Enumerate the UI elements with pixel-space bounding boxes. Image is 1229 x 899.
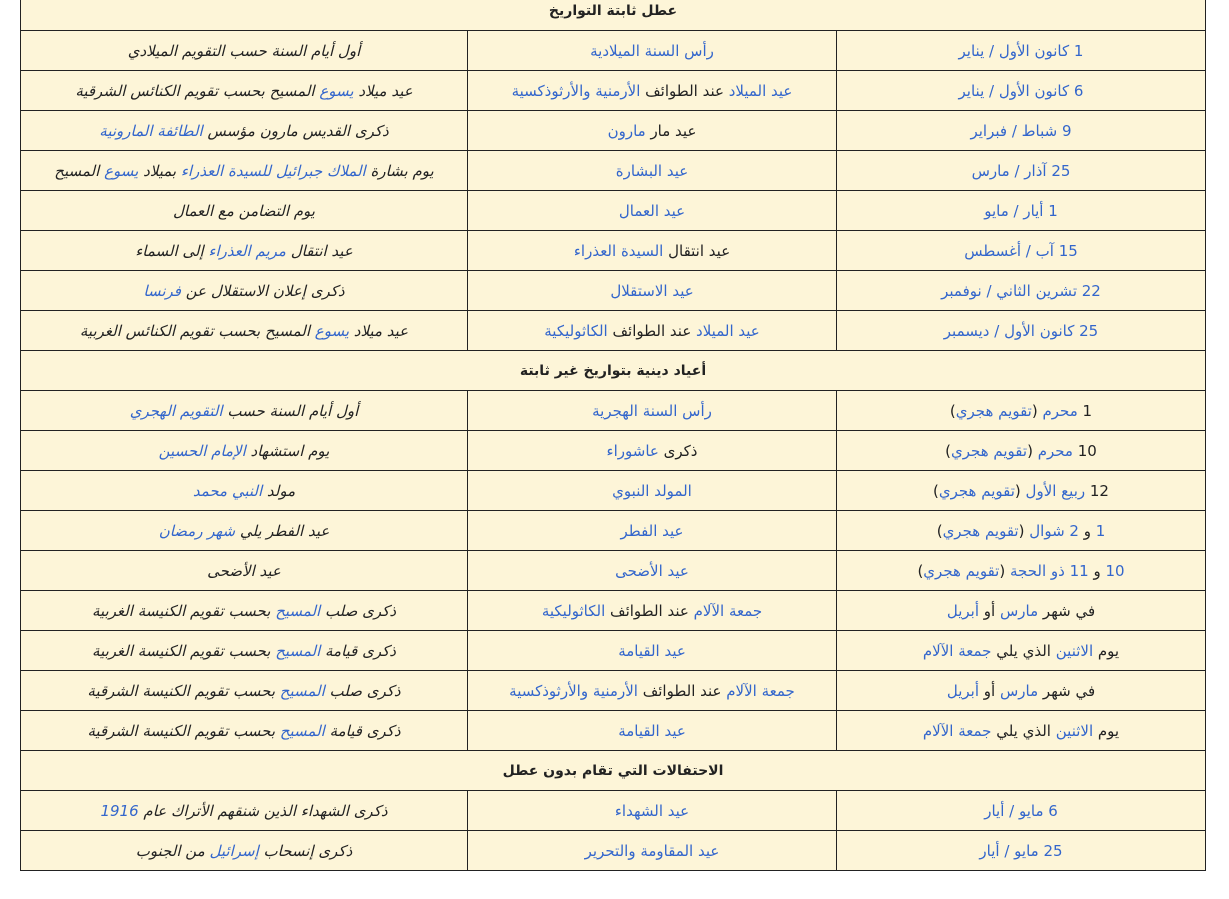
wiki-link[interactable]: عيد القيامة	[618, 641, 686, 660]
section-heading-row	[21, 0, 1206, 31]
wiki-link[interactable]: 11 ذو الحجة	[1009, 561, 1089, 580]
date-cell	[837, 551, 1206, 591]
wiki-link[interactable]: يسوع	[104, 161, 139, 180]
wiki-link[interactable]: 25 كانون الأول / ديسمبر	[943, 321, 1099, 340]
wiki-link[interactable]: ربيع الأول	[1025, 481, 1086, 500]
wiki-link[interactable]: رأس السنة الميلادية	[590, 41, 714, 60]
table-row	[21, 271, 1206, 311]
date-cell	[837, 111, 1206, 151]
cell-text: (	[1014, 481, 1026, 500]
holiday-name-cell	[468, 151, 837, 191]
wiki-link[interactable]: الطائفة المارونية	[99, 121, 203, 140]
wiki-link[interactable]: جمعة الآلام	[693, 601, 763, 620]
description-cell	[21, 631, 468, 671]
wiki-link[interactable]: مارس	[999, 601, 1039, 620]
cell-text: )	[949, 401, 956, 420]
wiki-link[interactable]: 15 آب / أغسطس	[964, 241, 1078, 260]
cell-text: ذكرى	[658, 441, 698, 460]
section-heading-row	[21, 751, 1206, 791]
holiday-name-cell	[468, 231, 837, 271]
description-cell	[21, 111, 468, 151]
cell-text: (	[1031, 401, 1043, 420]
wiki-link[interactable]: 1 كانون الأول / يناير	[958, 41, 1084, 60]
wiki-link[interactable]: عيد العمال	[618, 201, 686, 220]
table-row	[21, 391, 1206, 431]
cell-text: عيد ميلاد	[353, 81, 413, 100]
wiki-link[interactable]: 1	[1095, 521, 1106, 540]
date-cell	[837, 791, 1206, 831]
wiki-link[interactable]: تقويم هجري	[942, 521, 1019, 540]
holiday-name-cell	[468, 71, 837, 111]
date-cell	[837, 151, 1206, 191]
wiki-link[interactable]: 6 كانون الأول / يناير	[958, 81, 1084, 100]
wiki-link[interactable]: تقويم هجري	[923, 561, 1000, 580]
holiday-name-cell	[468, 31, 837, 71]
wiki-link[interactable]: عيد الميلاد	[696, 321, 760, 340]
table-row	[21, 111, 1206, 151]
holiday-name-cell	[468, 631, 837, 671]
wiki-link[interactable]: مريم العذراء	[208, 241, 286, 260]
wiki-link[interactable]: 6 مايو / أيار	[984, 801, 1058, 820]
cell-text: في شهر	[1038, 681, 1096, 700]
table-row	[21, 151, 1206, 191]
holiday-name-cell	[468, 671, 837, 711]
description-cell	[21, 31, 468, 71]
cell-text: بحسب تقويم الكنيسة الغربية	[91, 601, 276, 620]
section-heading: أعياد دينية بتواريخ غير ثابتة	[21, 351, 1206, 391]
description-cell	[21, 671, 468, 711]
cell-text: أول أيام السنة حسب	[222, 401, 359, 420]
wiki-link[interactable]: عيد البشارة	[615, 161, 689, 180]
table-row	[21, 231, 1206, 271]
description-cell	[21, 551, 468, 591]
wiki-link[interactable]: تقويم هجري	[938, 481, 1015, 500]
description-cell	[21, 791, 468, 831]
wiki-link[interactable]: جمعة الآلام	[922, 641, 992, 660]
table-row	[21, 431, 1206, 471]
cell-text: ذكرى قيامة	[320, 641, 396, 660]
cell-text: عيد الفطر يلي	[235, 521, 330, 540]
cell-text: يوم التضامن مع العمال	[173, 201, 315, 220]
description-cell	[21, 511, 468, 551]
table-row	[21, 791, 1206, 831]
cell-text: )	[933, 481, 939, 500]
wiki-link[interactable]: محرم	[1037, 441, 1073, 460]
wiki-link[interactable]: 10	[1105, 561, 1125, 580]
cell-text: عيد مار	[645, 121, 697, 140]
holiday-name-cell	[468, 311, 837, 351]
wiki-link[interactable]: محرم	[1042, 401, 1078, 420]
wiki-link[interactable]: النبي محمد	[192, 481, 263, 500]
wiki-link[interactable]: عيد القيامة	[618, 721, 686, 740]
table-row	[21, 511, 1206, 551]
cell-text: بحسب تقويم الكنيسة الشرقية	[87, 721, 280, 740]
wiki-link[interactable]: 2 شوال	[1029, 521, 1079, 540]
cell-text: الذي يلي	[991, 721, 1056, 740]
wiki-link[interactable]: إسرائيل	[209, 841, 259, 860]
wiki-link[interactable]: الأرمنية والأرثوذكسية	[511, 81, 641, 100]
cell-text: أو	[979, 681, 1000, 700]
cell-text: ذكرى إنسحاب	[258, 841, 353, 860]
wiki-link[interactable]: عيد الشهداء	[614, 801, 690, 820]
date-cell	[837, 511, 1206, 551]
cell-text: ذكرى صلب	[320, 601, 396, 620]
description-cell	[21, 191, 468, 231]
wiki-link[interactable]: 1 أيار / مايو	[984, 201, 1058, 220]
date-cell	[837, 591, 1206, 631]
wiki-link[interactable]: الكاثوليكية	[544, 321, 608, 340]
cell-text: 12	[1085, 481, 1109, 500]
table-row	[21, 71, 1206, 111]
date-cell	[837, 631, 1206, 671]
wiki-link[interactable]: التقويم الهجري	[129, 401, 223, 420]
description-cell	[21, 431, 468, 471]
wiki-link[interactable]: الأرمنية والأرثوذكسية	[509, 681, 638, 700]
wiki-link[interactable]: مارس	[999, 681, 1039, 700]
table-row	[21, 631, 1206, 671]
cell-text: ذكرى القديس مارون مؤسس	[202, 121, 389, 140]
wiki-link[interactable]: 25 مايو / أيار	[979, 841, 1063, 860]
wiki-link[interactable]: المسيح	[275, 601, 321, 620]
date-cell	[837, 471, 1206, 511]
table-row	[21, 831, 1206, 871]
section-heading-row	[21, 351, 1206, 391]
cell-text: )	[945, 441, 951, 460]
date-cell	[837, 191, 1206, 231]
wiki-link[interactable]: الإمام الحسين	[158, 441, 246, 460]
description-cell	[21, 711, 468, 751]
cell-text: عيد الأضحى	[207, 561, 281, 580]
wiki-link[interactable]: المسيح	[279, 721, 325, 740]
cell-text: عند الطوائف	[637, 681, 727, 700]
wiki-link[interactable]: عيد الاستقلال	[610, 281, 694, 300]
section-heading: عطل ثابتة التواريخ	[21, 0, 1206, 31]
description-cell	[21, 231, 468, 271]
section-heading: الاحتفالات التي تقام بدون عطل	[21, 751, 1206, 791]
holiday-name-cell	[468, 831, 837, 871]
wiki-link[interactable]: عاشوراء	[606, 441, 659, 460]
wiki-link[interactable]: 25 آذار / مارس	[971, 161, 1071, 180]
cell-text: )	[917, 561, 924, 580]
cell-text: مولد	[262, 481, 296, 500]
table-row	[21, 671, 1206, 711]
wiki-link[interactable]: رأس السنة الهجرية	[592, 401, 712, 420]
cell-text: و	[1088, 561, 1106, 580]
holiday-name-cell	[468, 271, 837, 311]
cell-text: و	[1078, 521, 1096, 540]
wiki-link[interactable]: المسيح	[279, 681, 325, 700]
wiki-link[interactable]: تقويم هجري	[951, 441, 1028, 460]
cell-text: بحسب تقويم الكنيسة الغربية	[92, 641, 276, 660]
description-cell	[21, 71, 468, 111]
cell-text: عند الطوائف	[607, 321, 697, 340]
cell-text: المسيح بحسب تقويم الكنائس الشرقية	[75, 81, 320, 100]
wiki-link[interactable]: فرنسا	[143, 281, 181, 300]
wiki-link[interactable]: مارون	[607, 121, 646, 140]
table-row	[21, 591, 1206, 631]
holiday-name-cell	[468, 511, 837, 551]
cell-text: في شهر	[1038, 601, 1096, 620]
cell-text: بميلاد	[138, 161, 181, 180]
date-cell	[837, 271, 1206, 311]
holiday-name-cell	[468, 111, 837, 151]
wiki-link[interactable]: 1916	[100, 801, 139, 820]
holiday-name-cell	[468, 191, 837, 231]
date-cell	[837, 711, 1206, 751]
cell-text: (	[1018, 521, 1030, 540]
wiki-link[interactable]: عيد الفطر	[620, 521, 684, 540]
date-cell	[837, 71, 1206, 111]
cell-text: 1	[1077, 401, 1093, 420]
date-cell	[837, 831, 1206, 871]
wiki-link[interactable]: عيد الميلاد	[728, 81, 793, 100]
wiki-link[interactable]: شهر رمضان	[158, 521, 236, 540]
wiki-link[interactable]: أبريل	[946, 681, 980, 700]
description-cell	[21, 311, 468, 351]
description-cell	[21, 591, 468, 631]
cell-text: بحسب تقويم الكنيسة الشرقية	[87, 681, 280, 700]
cell-text: ذكرى صلب	[324, 681, 401, 700]
holiday-name-cell	[468, 471, 837, 511]
holiday-name-cell	[468, 591, 837, 631]
cell-text: عند الطوائف	[640, 81, 729, 100]
cell-text: ذكرى إعلان الاستقلال عن	[180, 281, 345, 300]
cell-text: يوم	[1093, 641, 1120, 660]
description-cell	[21, 831, 468, 871]
wiki-link[interactable]: تقويم هجري	[955, 401, 1032, 420]
date-cell	[837, 31, 1206, 71]
holidays-table	[20, 0, 1206, 871]
wiki-link[interactable]: المسيح	[275, 641, 321, 660]
table-row	[21, 471, 1206, 511]
wiki-link[interactable]: للسيدة العذراء	[180, 161, 272, 180]
description-cell	[21, 471, 468, 511]
cell-text: ذكرى قيامة	[324, 721, 401, 740]
wiki-link[interactable]: 22 تشرين الثاني / نوفمبر	[941, 281, 1101, 300]
cell-text: المسيح بحسب تقويم الكنائس الغربية	[79, 321, 315, 340]
holiday-name-cell	[468, 711, 837, 751]
cell-text: (	[999, 561, 1010, 580]
cell-text: يوم استشهاد	[245, 441, 330, 460]
table-row	[21, 311, 1206, 351]
wiki-link[interactable]: يسوع	[319, 81, 354, 100]
cell-text: يوم	[1093, 721, 1120, 740]
wiki-link[interactable]: عيد الأضحى	[615, 561, 689, 580]
wiki-link[interactable]: الكاثوليكية	[541, 601, 606, 620]
wiki-link[interactable]: جمعة الآلام	[922, 721, 992, 740]
cell-text: الذي يلي	[991, 641, 1056, 660]
wiki-link[interactable]: السيدة العذراء	[573, 241, 664, 260]
cell-text: المسيح	[54, 161, 105, 180]
holidays-table-body	[21, 0, 1206, 871]
holiday-name-cell	[468, 551, 837, 591]
table-row	[21, 191, 1206, 231]
cell-text: عيد انتقال	[663, 241, 731, 260]
cell-text: عند الطوائف	[605, 601, 694, 620]
cell-text: )	[936, 521, 943, 540]
wiki-link[interactable]: الاثنين	[1055, 641, 1094, 660]
table-row	[21, 31, 1206, 71]
date-cell	[837, 391, 1206, 431]
date-cell	[837, 311, 1206, 351]
cell-text: من الجنوب	[135, 841, 210, 860]
wiki-link[interactable]: عيد المقاومة والتحرير	[584, 841, 720, 860]
date-cell	[837, 231, 1206, 271]
description-cell	[21, 151, 468, 191]
table-row	[21, 711, 1206, 751]
wiki-link[interactable]: المولد النبوي	[612, 481, 692, 500]
description-cell	[21, 271, 468, 311]
date-cell	[837, 671, 1206, 711]
wiki-link[interactable]: يسوع	[314, 321, 350, 340]
cell-text: ذكرى الشهداء الذين شنقهم الأتراك عام	[138, 801, 388, 820]
wiki-link[interactable]: 9 شباط / فبراير	[970, 121, 1072, 140]
cell-text: (	[1027, 441, 1038, 460]
wiki-link[interactable]: الاثنين	[1055, 721, 1094, 740]
date-cell	[837, 431, 1206, 471]
cell-text: إلى السماء	[135, 241, 209, 260]
cell-text: عيد انتقال	[285, 241, 353, 260]
table-row	[21, 551, 1206, 591]
cell-text: 10	[1072, 441, 1097, 460]
wiki-link[interactable]: أبريل	[946, 601, 980, 620]
holiday-name-cell	[468, 791, 837, 831]
holiday-name-cell	[468, 391, 837, 431]
cell-text: عيد ميلاد	[349, 321, 409, 340]
cell-text: أو	[979, 601, 1000, 620]
wiki-link[interactable]: الملاك جبرائيل	[275, 161, 366, 180]
description-cell	[21, 391, 468, 431]
cell-text: أول أيام السنة حسب التقويم الميلادي	[127, 41, 361, 60]
wiki-link[interactable]: جمعة الآلام	[726, 681, 795, 700]
cell-text: يوم بشارة	[365, 161, 434, 180]
holiday-name-cell	[468, 431, 837, 471]
